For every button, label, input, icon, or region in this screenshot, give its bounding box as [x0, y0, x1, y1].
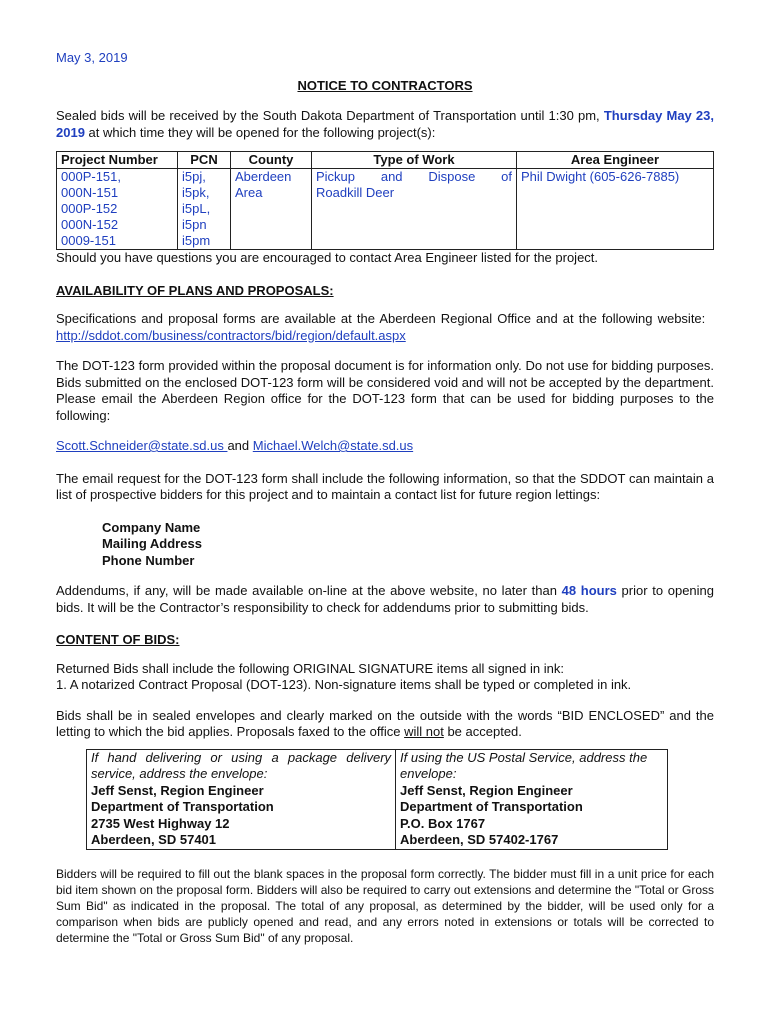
county-line: Aberdeen	[235, 169, 292, 184]
addenda-text-start: Addendums, if any, will be made available on-line at the above website, no later than	[56, 583, 562, 598]
document-page	[56, 50, 714, 947]
pcn-cell	[178, 169, 231, 250]
type-of-work-cell	[312, 169, 517, 250]
county-line: Area	[235, 185, 263, 200]
pcn-value: i5pk,	[182, 185, 210, 200]
hand-delivery-cell	[87, 749, 396, 849]
county-cell	[231, 169, 312, 250]
table-row	[87, 749, 668, 849]
pcn-value: i5pm	[182, 233, 211, 248]
table-row	[57, 169, 714, 250]
email-link-michael[interactable]: Michael.Welch@state.sd.us	[252, 438, 414, 453]
list-item: Phone Number	[102, 552, 195, 568]
header-pcn: PCN	[178, 152, 231, 169]
hand-delivery-instruction: If hand delivering or using a package delivery service, address the envelope:	[91, 749, 392, 781]
sealed-text: Bids shall be in sealed envelopes and clearly marked on the outside with the words “BID ENCLOSED” and the letting to which the bid applies. Proposals faxed to the office	[56, 707, 714, 739]
list-item: Company Name	[102, 519, 201, 535]
sealed-text-end: be accepted.	[443, 724, 522, 739]
specifications-paragraph	[56, 311, 714, 344]
questions-text: Should you have questions you are encouraged to contact Area Engineer listed for the project.	[56, 250, 599, 265]
specifications-text: Specifications and proposal forms are available at the Aberdeen Regional Office and at the following website:	[56, 311, 706, 326]
address-line: Aberdeen, SD 57402-1767	[400, 832, 559, 847]
project-number: 000N-151	[61, 185, 119, 200]
notarized-proposal-item: 1. A notarized Contract Proposal (DOT-123). Non-signature items shall be typed or completed in ink.	[56, 677, 632, 692]
pcn-value: i5pn	[182, 217, 207, 232]
area-engineer-cell: Phil Dwight (605-626-7885)	[517, 169, 714, 250]
address-line: Department of Transportation	[400, 799, 583, 814]
projects-table	[56, 151, 714, 250]
address-line: 2735 West Highway 12	[91, 815, 230, 831]
bid-deadline: Thursday May 23, 2019	[56, 108, 714, 140]
projects-table-header-row	[57, 152, 714, 169]
content-heading: CONTENT OF BIDS:	[56, 632, 180, 647]
will-not-text: will not	[404, 724, 444, 739]
address-line: Jeff Senst, Region Engineer	[400, 782, 573, 798]
address-line: Jeff Senst, Region Engineer	[91, 782, 264, 798]
project-numbers-cell	[57, 169, 178, 250]
returned-bids-text: Returned Bids shall include the following ORIGINAL SIGNATURE items all signed in ink:	[56, 660, 564, 676]
header-county: County	[231, 152, 312, 169]
sealed-envelopes-paragraph	[56, 708, 714, 741]
address-line: Aberdeen, SD 57401	[91, 832, 217, 847]
postal-service-cell	[396, 749, 668, 849]
project-number: 0009-151	[61, 233, 116, 248]
project-number: 000P-151,	[61, 169, 121, 184]
emails-paragraph	[56, 438, 714, 455]
plans-website-link[interactable]: http://sddot.com/business/contractors/bid/region/default.aspx	[56, 327, 406, 343]
header-type-of-work: Type of Work	[312, 152, 517, 169]
envelope-address-table	[86, 749, 668, 850]
intro-paragraph	[56, 108, 714, 141]
emails-and: and	[227, 438, 250, 453]
project-number: 000N-152	[61, 217, 119, 232]
pcn-value: i5pj,	[182, 169, 206, 184]
project-number: 000P-152	[61, 201, 118, 216]
address-line: P.O. Box 1767	[400, 815, 486, 831]
email-request-paragraph: The email request for the DOT-123 form shall include the following information, so that the SDDOT can maintain a list of prospective bidders for this project and to maintain a contact list for future region lettings:	[56, 470, 714, 502]
notice-date: May 3, 2019	[56, 50, 128, 65]
dot123-paragraph: The DOT-123 form provided within the proposal document is for information only. Do not use for bidding purposes. Bids submitted on the enclosed DOT-123 form will be considered void and will not be accepted by the department. Please email the Aberdeen Region office for the DOT-123 form that can be used for bidding purposes to the following:	[56, 358, 714, 423]
intro-text-end: at which time they will be opened for the following project(s):	[84, 124, 436, 140]
postal-instruction: If using the US Postal Service, address the envelope:	[400, 749, 648, 781]
addenda-paragraph	[56, 583, 714, 616]
email-link-scott[interactable]: Scott.Schneider@state.sd.us	[56, 438, 228, 453]
type-of-work-line: Roadkill Deer	[316, 185, 395, 200]
bidders-paragraph: Bidders will be required to fill out the blank spaces in the proposal form correctly. The bidder must fill in a unit price for each bid item shown on the proposal form. Bidders will also be required to carry out extensions and determine the "Total or Gross Sum Bid" as indicated in the proposal. The total of any proposal, as determined by the bidder, will be used only for a comparison when bids are publicly opened and read, and any errors noted in extensions or totals will be corrected to determine the "Total or Gross Sum Bid" of any proposal.	[56, 866, 714, 946]
list-item: Mailing Address	[102, 536, 202, 551]
required-info-list	[102, 520, 714, 570]
header-project-number: Project Number	[57, 152, 178, 169]
addenda-text-end: prior to opening bids. It will be the Contractor’s responsibility to check for addendums prior to submitting bids.	[56, 583, 715, 615]
addenda-hours: 48 hours	[561, 583, 617, 598]
address-line: Department of Transportation	[91, 799, 274, 814]
pcn-value: i5pL,	[182, 201, 211, 216]
availability-heading: AVAILABILITY OF PLANS AND PROPOSALS:	[56, 282, 334, 298]
page-title: NOTICE TO CONTRACTORS	[297, 77, 473, 93]
intro-text-start: Sealed bids will be received by the South Dakota Department of Transportation until 1:30 pm,	[56, 108, 604, 123]
header-area-engineer: Area Engineer	[517, 152, 714, 169]
type-of-work-line: Pickup and Dispose of	[316, 169, 512, 184]
